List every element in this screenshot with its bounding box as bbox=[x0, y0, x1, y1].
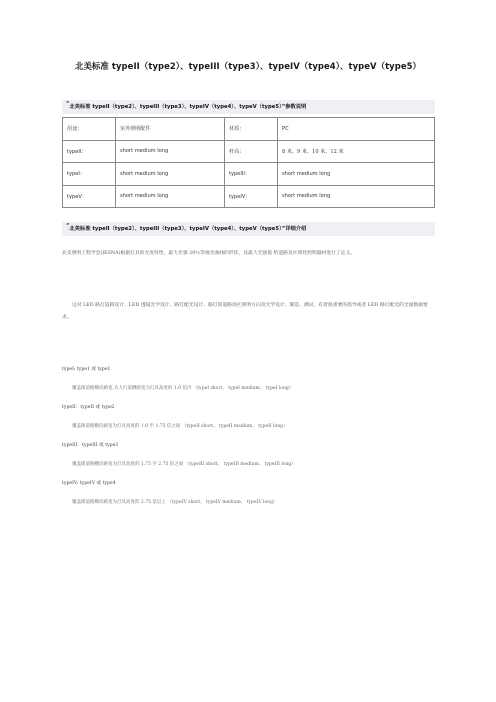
table-row bbox=[63, 185, 435, 208]
table-cell: typeI： bbox=[63, 163, 116, 186]
type-description: 覆盖街道路横向路宽为灯具高度的 1.75 至 2.75 倍之间 （typeIII short、 typeIII medium、 typeIII long） bbox=[72, 462, 296, 467]
intro-paragraph: 这对 LED 路灯道路设计、LED 透镜光学设计、路灯配光设计、路灯的道路场区照明方向及光学设计、制造、测试、有着很重要的指导或者 LED 路灯配光的全面数据要求。 bbox=[62, 303, 428, 320]
table-cell: typeIII： bbox=[225, 163, 278, 186]
table-cell: short medium long bbox=[278, 185, 435, 208]
section-quote-mark: “ bbox=[66, 223, 70, 229]
section-heading: 北美标准 typeII（type2）、typeIII（type3）、typeIV（type4）、typeV（type5）”参数说明 bbox=[69, 104, 307, 110]
table-cell: 杆高： bbox=[225, 140, 278, 163]
spec-table bbox=[62, 117, 435, 208]
table-row bbox=[63, 118, 435, 141]
table-cell: 用途： bbox=[63, 118, 116, 141]
section-heading: 北美标准 typeII（type2）、typeIII（type3）、typeIV（type4）、typeV（type5）”详细介绍 bbox=[69, 226, 307, 232]
table-cell: 8 米、9 米、10 米、12 米 bbox=[278, 140, 435, 163]
type-description: 覆盖街道路横向路宽为灯具高度的 1.0 至 1.75 倍之间 （typeII short、 typeII medium、 typeII long） bbox=[72, 424, 288, 429]
type-description: 覆盖街道路横向路宽,为人行道侧路宽为灯具高度的 1.0 倍内 （typeI short、 typeI medium、 typeI long） bbox=[72, 386, 294, 391]
section-header-details bbox=[62, 222, 435, 236]
table-cell: 材质： bbox=[225, 118, 278, 141]
document-title: 北美标准 typeII（type2）、typeIII（type3）、typeIV（type4）、typeV（type5） bbox=[74, 61, 422, 71]
intro-paragraph: 北美照明工程学会(IESNA)根据灯具的光度特性，最大光强 20％等烛光曲线的形状，及最大光强值 给道路及区域性照明器材进行了定义。 bbox=[62, 251, 356, 256]
table-cell: short medium long bbox=[116, 185, 225, 208]
table-cell: short medium long bbox=[116, 163, 225, 186]
type-description: 覆盖街道路横向路宽为灯具高度的 2.75 倍以上 （typeIV short、 typeIV medium、 typeIV long） bbox=[72, 500, 278, 505]
type-heading: typeI: type1 或 type1 bbox=[62, 367, 111, 372]
table-cell: typeIV： bbox=[225, 185, 278, 208]
table-cell: short medium long bbox=[116, 140, 225, 163]
table-cell: short medium long bbox=[278, 163, 435, 186]
table-cell: PC bbox=[278, 118, 435, 141]
type-heading: typeII：typeII 或 type2 bbox=[62, 405, 115, 410]
table-row bbox=[63, 163, 435, 186]
table-cell: typeII： bbox=[63, 140, 116, 163]
table-cell: typeV： bbox=[63, 185, 116, 208]
type-heading: typeIV: typeIV 或 type4 bbox=[62, 481, 116, 486]
section-header-params bbox=[62, 100, 435, 114]
section-quote-mark: “ bbox=[66, 101, 70, 107]
table-row bbox=[63, 140, 435, 163]
table-cell: 室外照明配件 bbox=[116, 118, 225, 141]
type-heading: typeIII：typeIII 或 type3 bbox=[62, 443, 119, 448]
